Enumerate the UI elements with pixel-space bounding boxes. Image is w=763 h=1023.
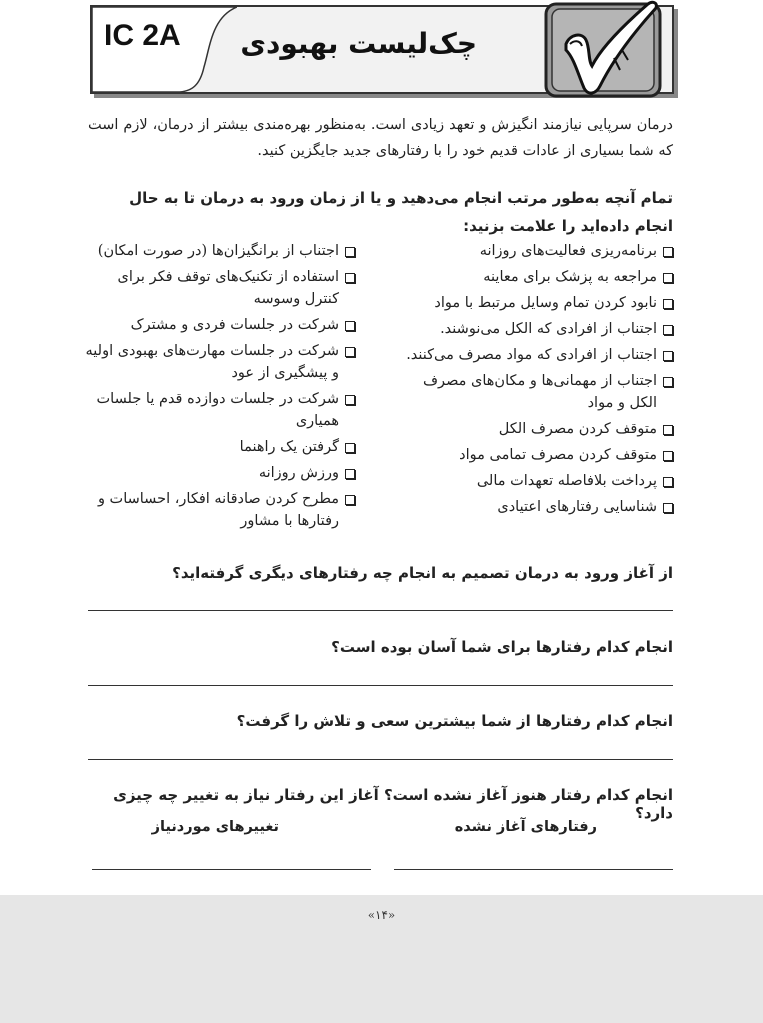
answer-line-2[interactable] [88,685,673,686]
checklist-item[interactable]: پرداخت بلافاصله تعهدات مالی [393,470,673,492]
question-hard-behaviors: انجام کدام رفتارها از شما بیشترین سعی و تلاش را گرفت؟ [236,712,673,730]
checkbox-icon[interactable] [663,425,673,435]
checklist-item[interactable]: استفاده از تکنیک‌های توقف فکر برای کنترل وسوسه [85,266,355,310]
checkbox-icon[interactable] [345,469,355,479]
checklist-item[interactable]: اجتناب از مهمانی‌ها و مکان‌های مصرف الکل و مواد [393,370,673,414]
checklist-item[interactable]: ورزش روزانه [85,462,355,484]
checkbox-icon[interactable] [663,377,673,387]
checklist-item[interactable]: گرفتن یک راهنما [85,436,355,458]
answer-line-3[interactable] [88,759,673,760]
column-label-changes-needed: تغییرهای موردنیاز [151,819,279,835]
checklist-item[interactable]: شرکت در جلسات فردی و مشترک [85,314,355,336]
checklist-right-column [393,240,673,522]
question-not-started: انجام کدام رفتار هنوز آغاز نشده است؟ آغاز این رفتار نیاز به تغییر چه چیزی دارد؟ [113,786,673,822]
checkbox-icon[interactable] [663,299,673,309]
checkbox-icon[interactable] [663,451,673,461]
intro-paragraph: درمان سرپایی نیازمند انگیزش و تعهد زیادی است. به‌منظور بهره‌مندی بیشتر از درمان، لازم است که شما بسیاری از عادات قدیم خود را با رفتارهای جدید جایگزین کنید. [88,117,673,159]
checkbox-icon[interactable] [345,443,355,453]
answer-line-changes-needed[interactable] [92,869,371,870]
checklist-item[interactable]: متوقف کردن مصرف تمامی مواد [393,444,673,466]
checkbox-icon[interactable] [345,395,355,405]
checklist-item[interactable]: اجتناب از افرادی که الکل می‌نوشند. [393,318,673,340]
question-other-behaviors: از آغاز ورود به درمان تصمیم به انجام چه رفتارهای دیگری گرفته‌اید؟ [172,564,673,582]
checkbox-icon[interactable] [345,495,355,505]
worksheet-code: IC 2A [104,19,181,52]
page-number: «۱۴» [367,908,396,922]
checkbox-icon[interactable] [345,347,355,357]
checklist-item[interactable]: اجتناب از برانگیزان‌ها (در صورت امکان) [85,240,355,262]
checkmark-icon [540,0,668,103]
code-tab [92,7,237,92]
checklist-item[interactable]: شرکت در جلسات دوازده قدم یا جلسات همیاری [85,388,355,432]
answer-line-1[interactable] [88,610,673,611]
answer-line-not-started[interactable] [394,869,673,870]
checklist-item[interactable]: مراجعه به پزشک برای معاینه [393,266,673,288]
page-title: چک‌لیست بهبودی [240,27,477,60]
checklist-item[interactable]: نابود کردن تمام وسایل مرتبط با مواد [393,292,673,314]
checkbox-icon[interactable] [345,321,355,331]
checkbox-icon[interactable] [663,247,673,257]
checkbox-icon[interactable] [663,503,673,513]
checklist-item[interactable]: مطرح کردن صادقانه افکار، احساسات و رفتارها با مشاور [85,488,355,532]
checkbox-icon[interactable] [663,477,673,487]
column-label-not-started: رفتارهای آغاز نشده [454,819,597,835]
checklist-item[interactable]: اجتناب از افرادی که مواد مصرف می‌کنند. [393,344,673,366]
checklist-item[interactable]: شناسایی رفتارهای اعتیادی [393,496,673,518]
checkbox-icon[interactable] [345,247,355,257]
checklist-item[interactable]: برنامه‌ریزی فعالیت‌های روزانه [393,240,673,262]
instruction-text: تمام آنچه به‌طور مرتب انجام می‌دهید و یا از زمان ورود به درمان تا به حال انجام داده‌اید را علامت بزنید: [129,189,673,235]
checklist-left-column [85,240,355,536]
checkbox-icon[interactable] [345,273,355,283]
checklist-item[interactable]: متوقف کردن مصرف الکل [393,418,673,440]
question-easy-behaviors: انجام کدام رفتارها برای شما آسان بوده است؟ [331,638,673,656]
checklist-item[interactable]: شرکت در جلسات مهارت‌های بهبودی اولیه و پیشگیری از عود [85,340,355,384]
checkbox-icon[interactable] [663,273,673,283]
checkbox-icon[interactable] [663,351,673,361]
checkbox-icon[interactable] [663,325,673,335]
